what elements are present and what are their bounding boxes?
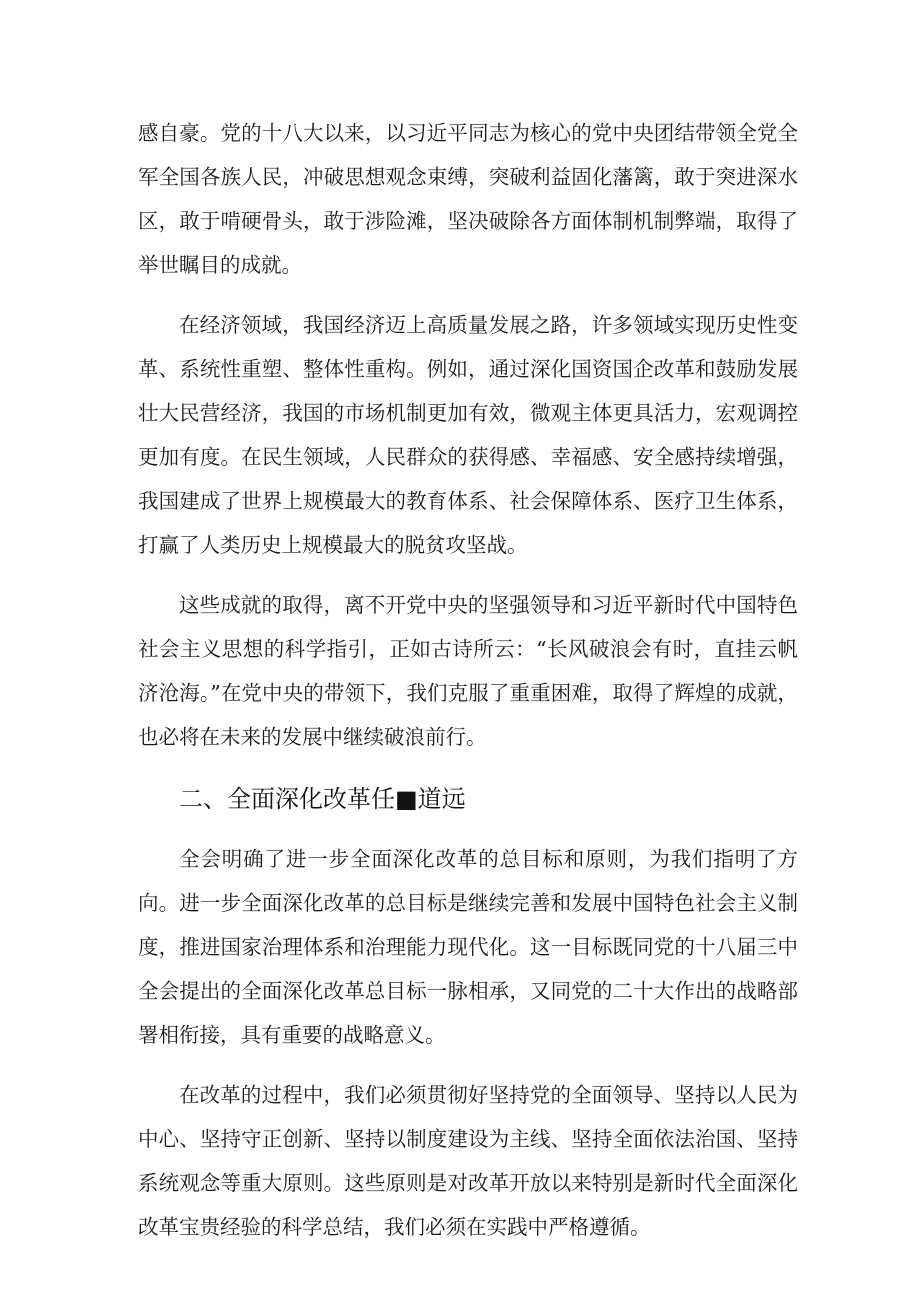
paragraph-continued: 感自豪。党的十八大以来，以习近平同志为核心的党中央团结带领全党全军全国各族人民，冲破思想观念束缚，突破利益固化藩篱，敢于突进深水区，敢于啃硬骨头，敢于涉险滩，坚决破除各方面体制机制弊端，取得了举世瞩目的成就。 (138, 121, 798, 277)
paragraph-economy: 在经济领域，我国经济迈上高质量发展之路，许多领域实现历史性变革、系统性重塑、整体性重构。例如，通过深化国资国企改革和鼓励发展壮大民营经济，我国的市场机制更加有效，微观主体更具活力，宏观调控更加有度。在民生领域，人民群众的获得感、幸福感、安全感持续增强，我国建成了世界上规模最大的教育体系、社会保障体系、医疗卫生体系，打赢了人类历史上规模最大的脱贫攻坚战。 (138, 313, 798, 557)
document-body (138, 111, 798, 1265)
section-heading: 二、全面深化改革任■道远 (179, 785, 466, 813)
paragraph-achievements: 这些成就的取得，离不开党中央的坚强领导和习近平新时代中国特色社会主义思想的科学指引，正如古诗所云：“长风破浪会有时，直挂云帆济沧海。”在党中央的带领下，我们克服了重重困难，取得了辉煌的成就，也必将在未来的发展中继续破浪前行。 (138, 593, 798, 749)
paragraph-reform-principles: 在改革的过程中，我们必须贯彻好坚持党的全面领导、坚持以人民为中心、坚持守正创新、坚持以制度建设为主线、坚持全面依法治国、坚持系统观念等重大原则。这些原则是对改革开放以来特别是新时代全面深化改革宝贵经验的科学总结，我们必须在实践中严格遵循。 (138, 1083, 798, 1239)
paragraph-reform-goal: 全会明确了进一步全面深化改革的总目标和原则，为我们指明了方向。进一步全面深化改革的总目标是继续完善和发展中国特色社会主义制度，推进国家治理体系和治理能力现代化。这一目标既同党的十八届三中全会提出的全面深化改革总目标一脉相承，又同党的二十大作出的战略部署相衔接，具有重要的战略意义。 (138, 847, 798, 1047)
